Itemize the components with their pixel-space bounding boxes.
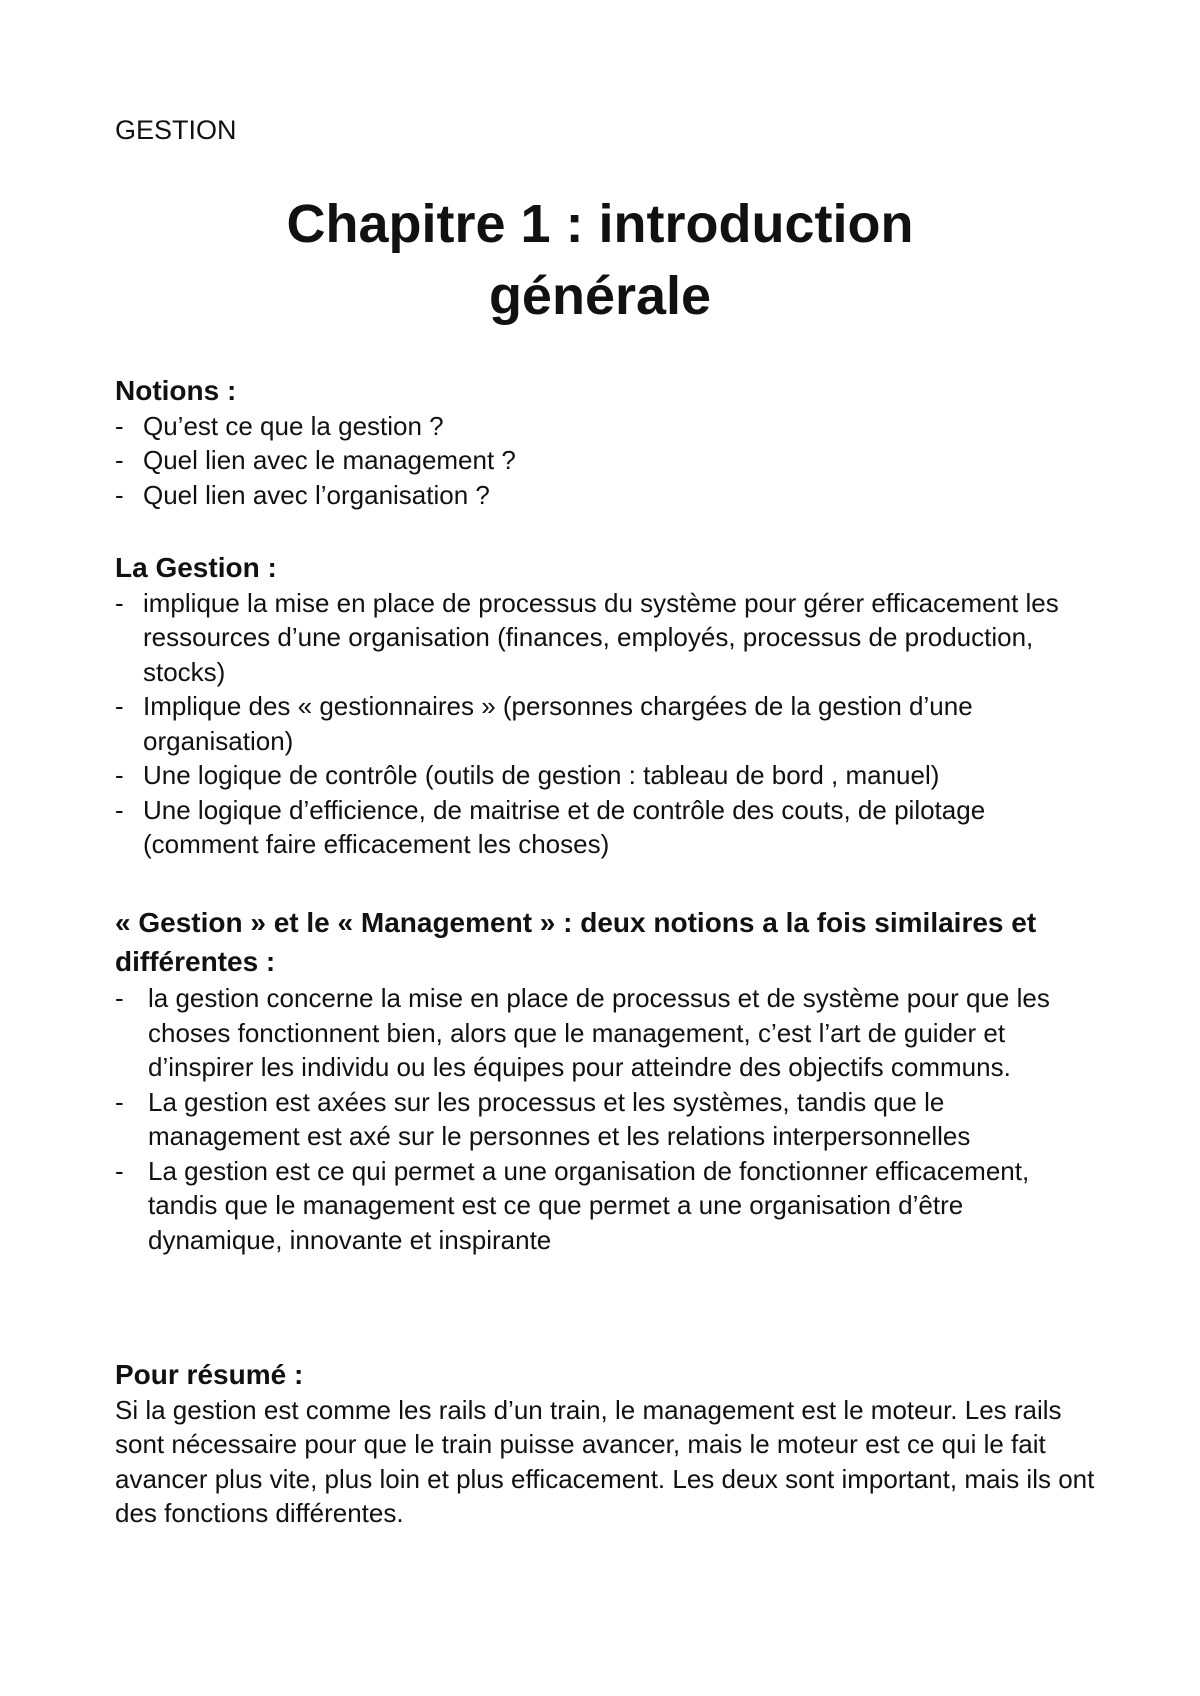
section-heading-gestion: La Gestion : bbox=[115, 552, 277, 583]
bullet-dash: - bbox=[115, 1155, 124, 1186]
bullet-dash: - bbox=[115, 479, 124, 510]
chapter-title-line-2: générale bbox=[488, 266, 712, 326]
section-heading-resume: Pour résumé : bbox=[115, 1359, 304, 1390]
list-item bbox=[115, 478, 1100, 513]
bullet-dash: - bbox=[115, 691, 124, 721]
notions-list bbox=[115, 409, 1100, 513]
list-item-text: Quel lien avec l’organisation ? bbox=[143, 479, 490, 510]
gestion-list bbox=[115, 586, 1100, 862]
list-item bbox=[115, 586, 1100, 690]
list-item bbox=[115, 793, 1100, 862]
list-item bbox=[115, 758, 1100, 793]
resume-paragraph: Si la gestion est comme les rails d’un train, le management est le moteur. Les rails sont nécessaire pour que le train puisse avancer, mais le moteur est ce qui le fait avancer plus vite, plus loin et plus efficacement. Les deux sont important, mais ils ont des fonctions différentes. bbox=[115, 1394, 1095, 1528]
list-item bbox=[115, 1154, 1100, 1258]
bullet-dash: - bbox=[115, 587, 124, 618]
section-comparaison bbox=[115, 903, 1100, 1257]
list-item-text: Une logique d’efficience, de maitrise et de contrôle des couts, de pilotage (comment faire efficacement les choses) bbox=[143, 794, 986, 859]
document-label: GESTION bbox=[115, 115, 237, 145]
bullet-dash: - bbox=[115, 794, 124, 825]
list-item-text: Qu’est ce que la gestion ? bbox=[143, 410, 444, 441]
bullet-dash: - bbox=[115, 1086, 124, 1117]
section-heading-comparaison: « Gestion » et le « Management » : deux notions a la fois similaires et différentes : bbox=[115, 907, 1037, 977]
section-resume bbox=[115, 1358, 1100, 1531]
list-item bbox=[115, 1085, 1100, 1154]
section-gestion bbox=[115, 551, 1100, 862]
list-item-text: implique la mise en place de processus du système pour gérer efficacement les ressources d’une organisation (finances, employés, processus de production, stocks) bbox=[143, 587, 1059, 687]
list-item bbox=[115, 981, 1100, 1085]
chapter-title-line-1: Chapitre 1 : introduction bbox=[286, 194, 914, 254]
list-item-text: Implique des « gestionnaires » (personnes chargées de la gestion d’une organisation) bbox=[143, 691, 973, 756]
bullet-dash: - bbox=[115, 445, 124, 475]
section-heading-notions: Notions : bbox=[115, 375, 237, 406]
list-item-text: Une logique de contrôle (outils de gestion : tableau de bord , manuel) bbox=[143, 760, 940, 790]
list-item-text: la gestion concerne la mise en place de processus et de système pour que les choses fonctionnent bien, alors que le management, c’est l’art de guider et d’inspirer les individu ou les équipes pour atteindre des objectifs communs. bbox=[148, 983, 1050, 1082]
bullet-dash: - bbox=[115, 983, 124, 1013]
list-item-text: La gestion est axées sur les processus et les systèmes, tandis que le management est axé sur le personnes et les relations interpersonnelles bbox=[148, 1086, 971, 1151]
chapter-title bbox=[0, 188, 1200, 332]
list-item bbox=[115, 409, 1100, 444]
list-item-text: La gestion est ce qui permet a une organisation de fonctionner efficacement, tandis que le management est ce que permet a une organisation d’être dynamique, innovante et inspirante bbox=[148, 1155, 1030, 1255]
bullet-dash: - bbox=[115, 760, 124, 790]
list-item-text: Quel lien avec le management ? bbox=[143, 445, 516, 475]
comparaison-list bbox=[115, 981, 1100, 1257]
list-item bbox=[115, 443, 1100, 478]
section-notions bbox=[115, 374, 1100, 512]
bullet-dash: - bbox=[115, 410, 124, 441]
list-item bbox=[115, 689, 1100, 758]
